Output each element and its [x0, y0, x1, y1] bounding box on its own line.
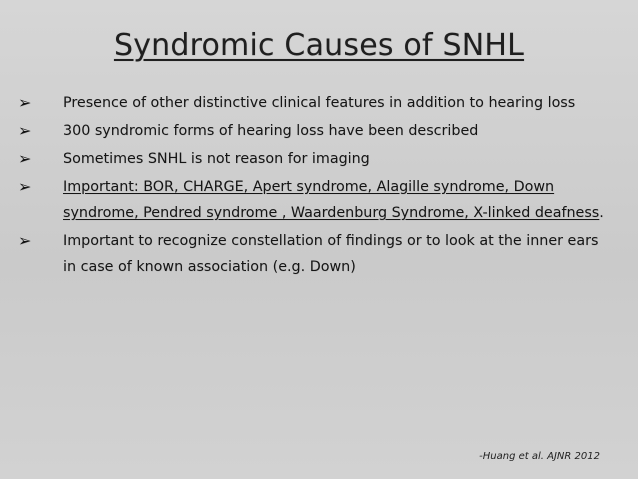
bullet-item	[18, 228, 608, 280]
bullet-item-important	[18, 174, 608, 226]
bullet-item	[18, 90, 608, 116]
arrow-bullet-icon: ➢	[18, 121, 32, 140]
important-syndromes-text: Important: BOR, CHARGE, Apert syndrome, Alagille syndrome, Down syndrome, Pendred syndrome , Waardenburg Syndrome, X-linked deafness	[63, 179, 600, 221]
arrow-bullet-icon: ➢	[18, 177, 32, 196]
bullet-text: Important to recognize constellation of findings or to look at the inner ears in case of known association (e.g. Down)	[63, 233, 599, 275]
bullet-item	[18, 118, 608, 144]
bullet-text: Sometimes SNHL is not reason for imaging	[63, 151, 370, 167]
arrow-bullet-icon: ➢	[18, 231, 32, 250]
citation: -Huang et al. AJNR 2012	[479, 451, 600, 462]
bullet-text: 300 syndromic forms of hearing loss have been described	[63, 123, 479, 139]
bullet-list	[18, 90, 608, 282]
slide-title: Syndromic Causes of SNHL	[113, 28, 525, 63]
important-syndromes-tail: .	[599, 205, 604, 221]
arrow-bullet-icon: ➢	[18, 149, 32, 168]
arrow-bullet-icon: ➢	[18, 93, 32, 112]
bullet-item	[18, 146, 608, 172]
bullet-text: Presence of other distinctive clinical features in addition to hearing loss	[63, 95, 576, 111]
